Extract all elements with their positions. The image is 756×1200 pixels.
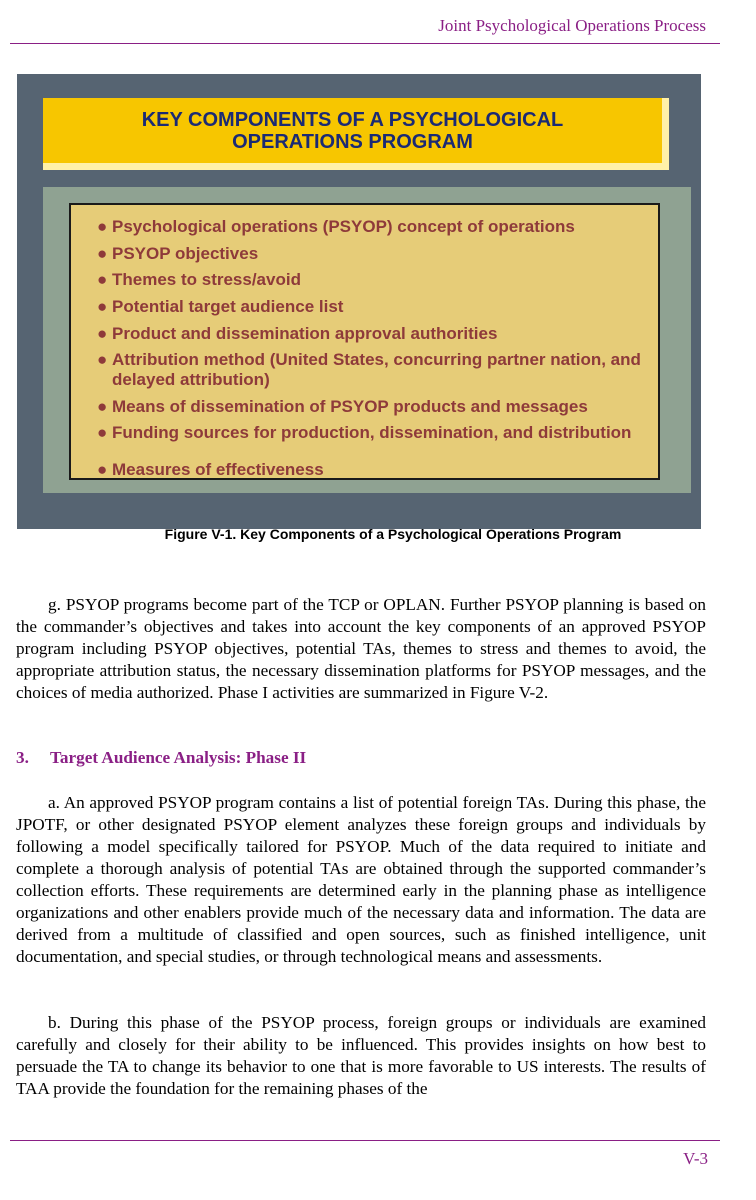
section-title: Target Audience Analysis: Phase II	[50, 748, 307, 767]
list-item: ● Psychological operations (PSYOP) concept of operations	[97, 217, 575, 236]
bullet-icon: ●	[97, 324, 108, 343]
bullet-icon: ●	[97, 397, 108, 416]
page-number: V-3	[683, 1149, 708, 1168]
figure-caption: Figure V-1. Key Components of a Psychological Operations Program	[164, 526, 622, 542]
section-number: 3.	[16, 748, 29, 767]
bullet-icon: ●	[97, 270, 108, 289]
list-item: ● Measures of effectiveness	[97, 460, 324, 479]
bullet-icon: ●	[97, 460, 108, 479]
paragraph-b: b. During this phase of the PSYOP process, foreign groups or individuals are examined carefully and closely for their ability to be influenced. This provides insights on how best to persuade the TA to change its behavior to one that is more favorable to US interests. The results of TAA provide the foundation for the remaining phases of the	[16, 1013, 706, 1098]
figure-list-frame	[43, 187, 691, 493]
bullet-icon: ●	[97, 350, 108, 369]
list-item: ● Themes to stress/avoid	[97, 270, 301, 289]
header-rule	[10, 43, 720, 44]
bullet-icon: ●	[97, 244, 108, 263]
list-item: ● Funding sources for production, dissemination, and distribution	[97, 423, 632, 442]
paragraph-g: g. PSYOP programs become part of the TCP or OPLAN. Further PSYOP planning is based on the commander’s objectives and takes into account the key components of an approved PSYOP program including PSYOP objectives, potential TAs, themes to stress and themes to avoid, the appropriate attribution status, the necessary dissemination platforms for PSYOP messages, and the choices of media authorized. Phase I activities are summarized in Figure V-2.	[16, 595, 706, 702]
list-item: ● Potential target audience list	[97, 297, 344, 316]
paragraph-a: a. An approved PSYOP program contains a list of potential foreign TAs. During this phase, the JPOTF, or other designated PSYOP element analyzes these foreign groups and individuals by following a model specifically tailored for PSYOP. Much of the data required to initiate and complete a thorough analysis of potential TAs are obtained through the supported commander’s collection efforts. These requirements are determined early in the planning phase as intelligence organizations and other enablers provide much of the necessary data and information. The data are derived from a multitude of classified and open sources, such as finished intelligence, unit documentation, and special studies, or through technological means and assessments.	[16, 793, 706, 966]
list-item: ● Means of dissemination of PSYOP products and messages	[97, 397, 588, 416]
figure-list-panel	[69, 203, 660, 480]
bullet-icon: ●	[97, 217, 108, 236]
section-heading	[16, 748, 306, 768]
list-item: ● PSYOP objectives	[97, 244, 259, 263]
list-item: ● Product and dissemination approval authorities	[97, 324, 498, 343]
figure-title-banner	[43, 98, 669, 170]
figure-v1	[17, 74, 701, 529]
bullet-icon: ●	[97, 423, 108, 442]
footer-rule	[10, 1140, 720, 1141]
list-item: ● Attribution method (United States, concurring partner nation, and delayed attribution)	[97, 350, 641, 389]
bullet-icon: ●	[97, 297, 108, 316]
figure-title: KEY COMPONENTS OF A PSYCHOLOGICAL OPERATIONS PROGRAM	[141, 108, 564, 153]
running-header: Joint Psychological Operations Process	[438, 16, 706, 35]
